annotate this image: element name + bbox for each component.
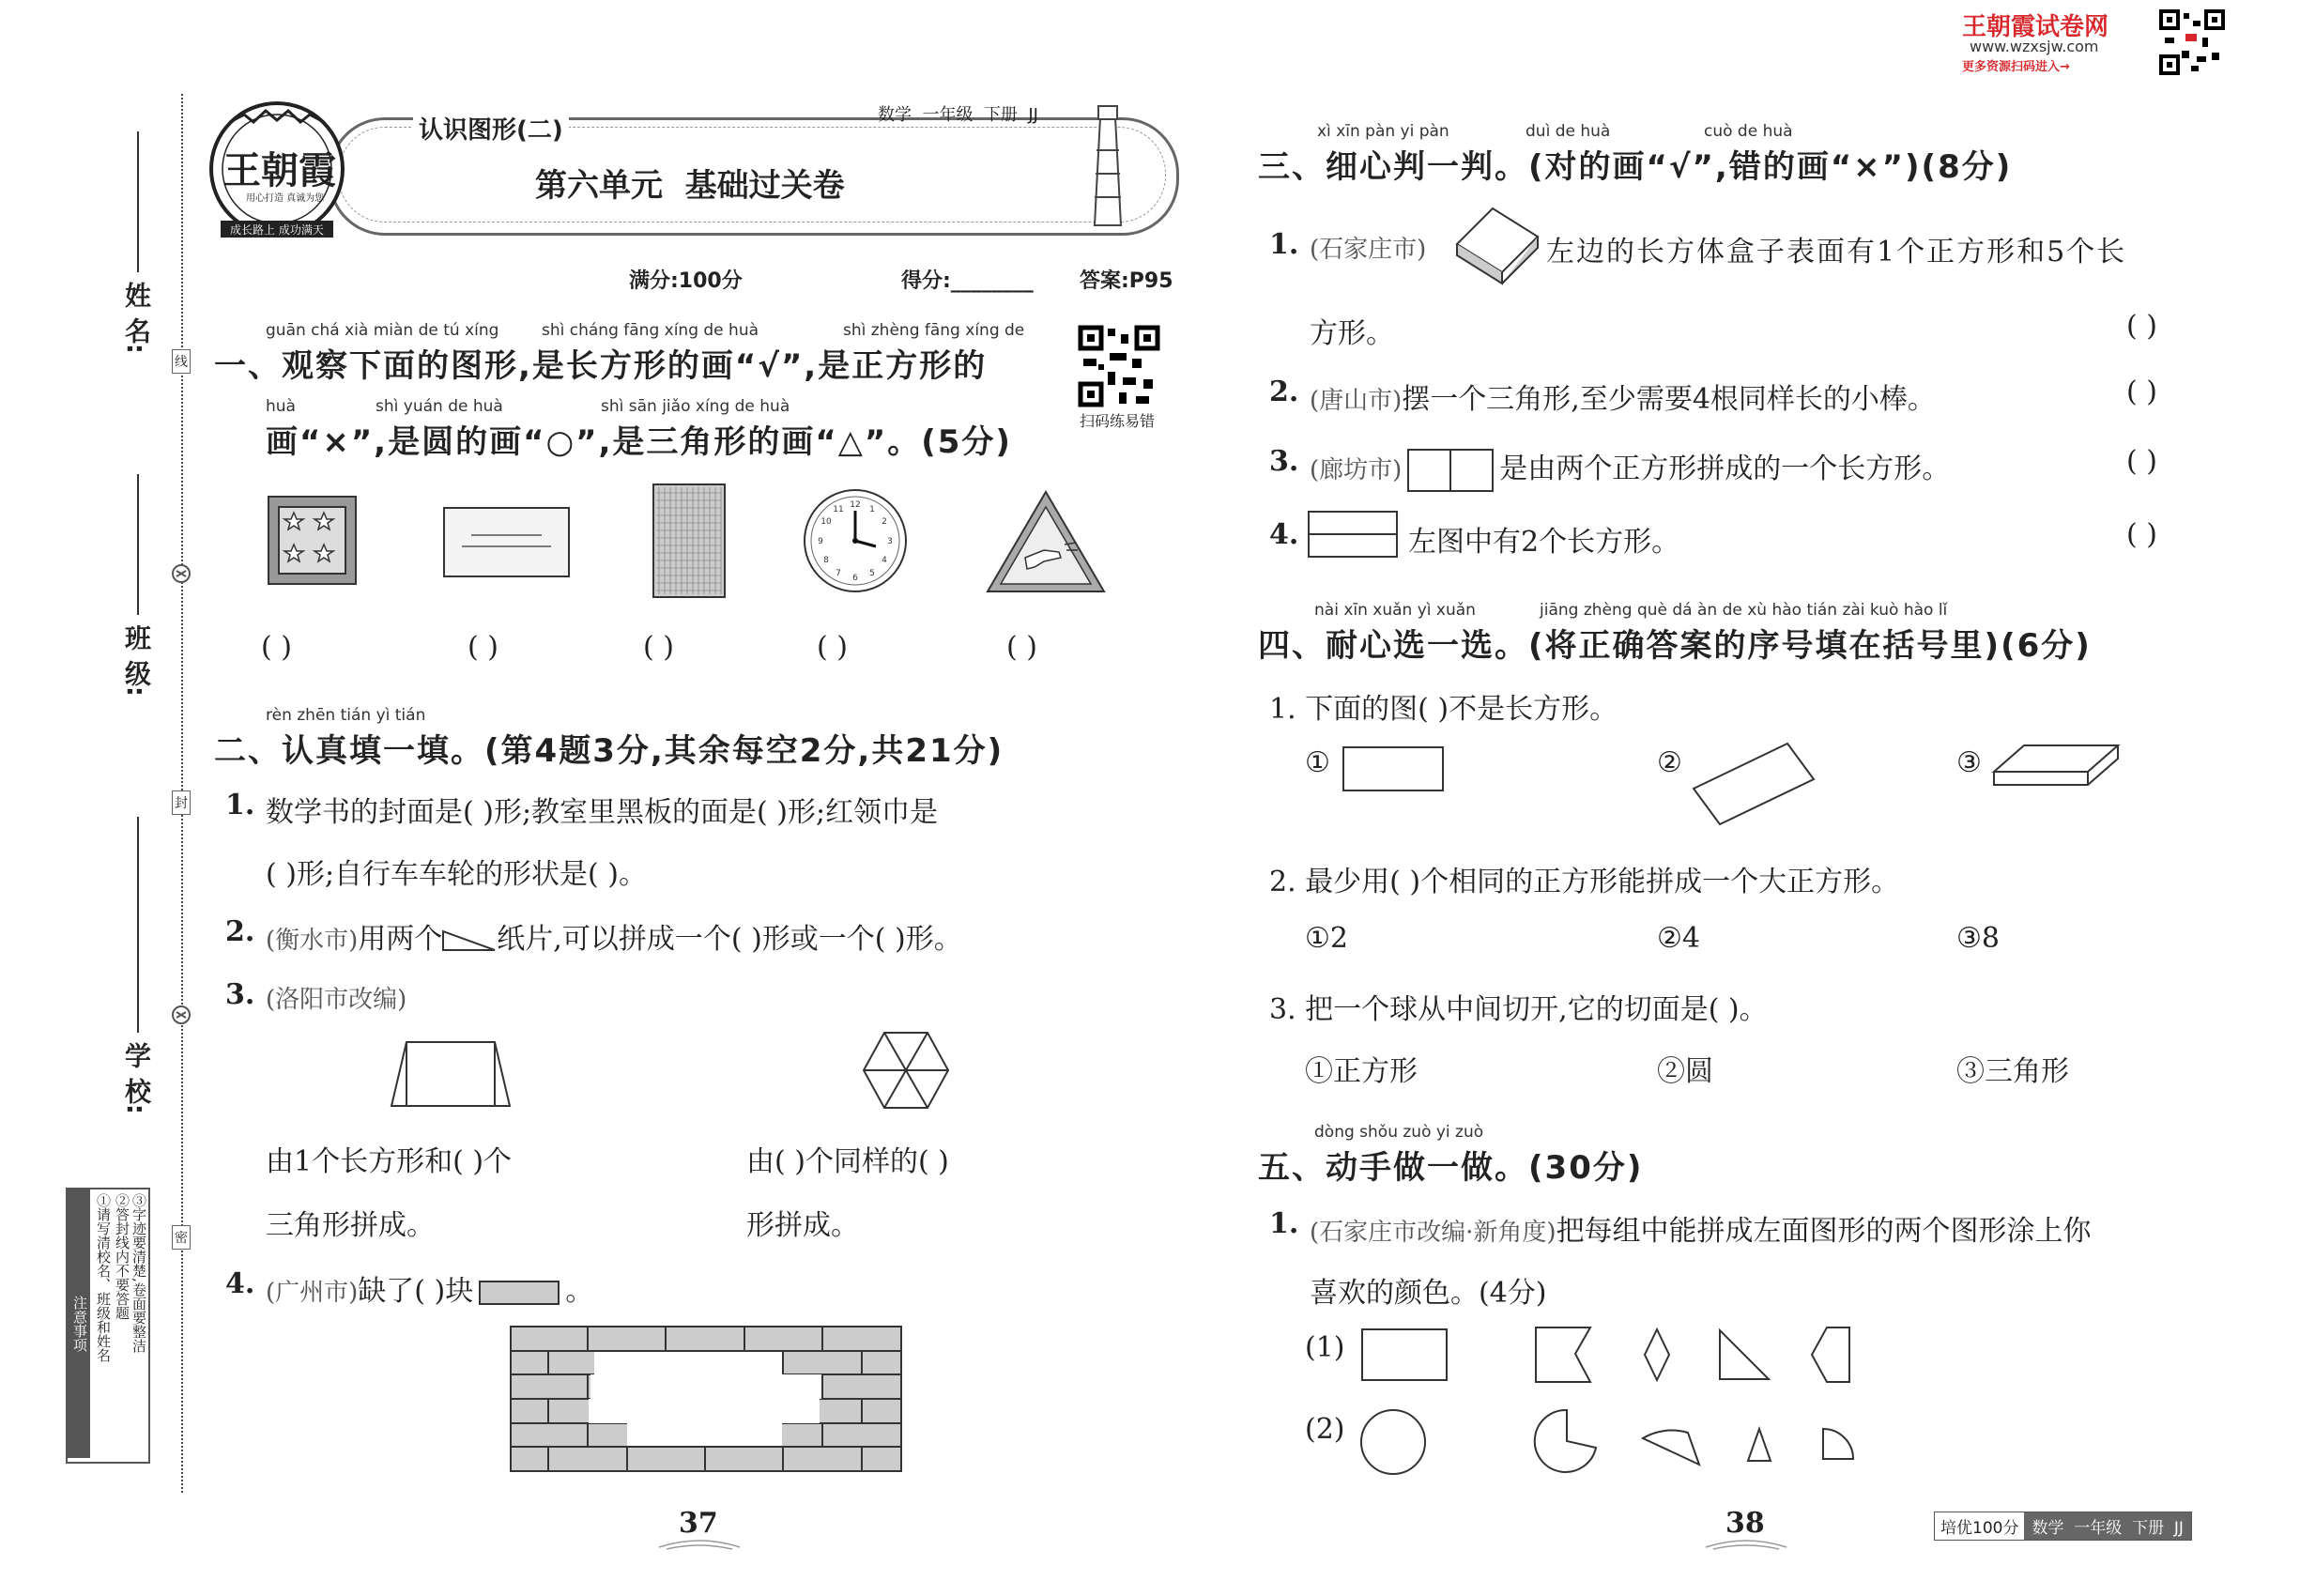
school-field[interactable] bbox=[137, 817, 139, 1033]
option-3[interactable]: ③三角形 bbox=[1956, 1055, 2069, 1088]
brick-wall-figure bbox=[510, 1326, 902, 1472]
svg-text:9: 9 bbox=[818, 537, 823, 546]
topic-label: 认识图形(二) bbox=[413, 111, 569, 146]
section1-heading: 一、观察下面的图形,是长方形的画“√”,是正方形的 bbox=[214, 347, 988, 385]
triangle-sign-figure bbox=[986, 490, 1106, 593]
q3-right-text: 由( )个同样的( ) bbox=[746, 1145, 949, 1178]
watermark-qr-icon bbox=[2159, 9, 2225, 75]
option-3[interactable]: ③ bbox=[1956, 746, 1982, 779]
answer-blank[interactable]: ( ) bbox=[817, 631, 848, 664]
tilted-rectangle-option-figure bbox=[1690, 742, 1817, 826]
qr-caption: 扫码练易错 bbox=[1080, 412, 1156, 430]
lighthouse-icon bbox=[1080, 99, 1136, 230]
section5-heading: 五、动手做一做。(30分) bbox=[1258, 1149, 1644, 1187]
hexagon-figure bbox=[862, 1031, 950, 1110]
pentagon-notch-piece[interactable] bbox=[1534, 1326, 1598, 1384]
full-score: 满分:100分 bbox=[629, 269, 743, 293]
school-label: 学 校: bbox=[121, 1042, 152, 1114]
section2-heading: 二、认真填一填。(第4题3分,其余每空2分,共21分) bbox=[214, 732, 1004, 770]
task-body: 把每组中能拼成左面图形的两个图形涂上你 bbox=[1556, 1215, 2092, 1248]
cuboid-box-figure bbox=[1455, 205, 1540, 276]
watermark-url: www.wzxsjw.com bbox=[1970, 38, 2099, 55]
watermark-brand: 王朝霞试卷网 bbox=[1962, 13, 2109, 41]
question-number: 1. bbox=[225, 789, 255, 821]
grid-rectangle-figure bbox=[652, 483, 726, 598]
page-ornament bbox=[657, 1538, 742, 1551]
answer-blank[interactable]: ( ) bbox=[261, 631, 292, 664]
q3-left-text-cont: 三角形拼成。 bbox=[266, 1209, 435, 1242]
answer-ref: 答案:P95 bbox=[1080, 269, 1173, 293]
footer-badge-book: 数学 一年级 下册 JJ bbox=[2024, 1512, 2190, 1540]
rectangle-option-figure bbox=[1342, 746, 1444, 791]
book-meta: 数学 一年级 下册 JJ bbox=[878, 105, 1038, 125]
judge-text bbox=[1310, 445, 1950, 492]
note-item: ③字迹要清楚,卷面要整洁 bbox=[130, 1193, 147, 1353]
svg-text:6: 6 bbox=[852, 574, 858, 583]
q2-text-b: 纸片,可以拼成一个( )形或一个( )形。 bbox=[497, 923, 962, 956]
svg-text:10: 10 bbox=[820, 517, 832, 527]
question-number: 1. bbox=[1269, 1207, 1299, 1240]
q4-text bbox=[266, 1267, 593, 1309]
option-1[interactable]: ① bbox=[1305, 746, 1330, 779]
judge-answer-blank[interactable]: ( ) bbox=[2126, 376, 2157, 408]
pinyin: shì zhèng fāng xíng de bbox=[843, 321, 1025, 340]
two-squares-figure bbox=[1407, 449, 1494, 492]
question-number: 4. bbox=[1269, 518, 1299, 551]
answer-blank[interactable]: ( ) bbox=[468, 631, 498, 664]
brick-icon bbox=[479, 1281, 560, 1305]
page-ornament bbox=[1704, 1538, 1788, 1551]
name-label: 姓 名: bbox=[121, 282, 152, 354]
option-1[interactable]: ①正方形 bbox=[1305, 1055, 1418, 1088]
rhombus-piece[interactable] bbox=[1643, 1327, 1671, 1382]
qr-code-icon[interactable] bbox=[1078, 325, 1160, 407]
right-triangle-icon bbox=[442, 929, 497, 952]
option-3[interactable]: ③8 bbox=[1956, 922, 2000, 955]
rectangle-figure bbox=[443, 507, 570, 577]
choice-q1: 1. 下面的图( )不是长方形。 bbox=[1269, 693, 1618, 726]
page-title: 第六单元 基础过关卷 bbox=[535, 167, 845, 205]
judge-text: 左边的长方体盒子表面有1个正方形和5个长 bbox=[1546, 236, 2127, 269]
task-text bbox=[1310, 1207, 2092, 1249]
svg-text:11: 11 bbox=[833, 505, 844, 514]
logo-text: 王朝霞 bbox=[223, 148, 336, 192]
logo-slogan: 用心打造 真诚为您 bbox=[246, 193, 325, 204]
judge-body: 是由两个正方形拼成的一个长方形。 bbox=[1499, 453, 1951, 485]
q2-text bbox=[266, 915, 962, 957]
q4-text-b: 。 bbox=[565, 1275, 594, 1308]
pinyin: xì xīn pàn yi pàn bbox=[1317, 122, 1449, 141]
source-tag: (石家庄市改编·新角度) bbox=[1310, 1219, 1556, 1247]
question-number: 3. bbox=[1269, 445, 1299, 478]
notes-box bbox=[66, 1188, 150, 1464]
svg-text:12: 12 bbox=[850, 500, 861, 510]
svg-text:4: 4 bbox=[882, 556, 887, 565]
q1-text: 数学书的封面是( )形;教室里黑板的面是( )形;红领巾是 bbox=[266, 796, 939, 829]
source-tag: (唐山市) bbox=[1310, 387, 1403, 415]
svg-text:2: 2 bbox=[882, 517, 887, 527]
clock-figure bbox=[803, 488, 908, 593]
judge-answer-blank[interactable]: ( ) bbox=[2126, 518, 2157, 551]
pinyin: shì cháng fāng xíng de huà bbox=[542, 321, 759, 340]
judge-text-cont: 方形。 bbox=[1310, 317, 1394, 350]
judge-answer-blank[interactable]: ( ) bbox=[2126, 445, 2157, 478]
trapezoid-notch-piece[interactable] bbox=[1810, 1326, 1851, 1384]
cut-mark-feng: 封 bbox=[172, 790, 191, 815]
task-text-cont: 喜欢的颜色。(4分) bbox=[1310, 1277, 1547, 1310]
pinyin: duì de huà bbox=[1526, 122, 1611, 141]
page-number-left: 37 bbox=[679, 1507, 718, 1540]
note-item: ②答封线内不要答题 bbox=[114, 1193, 130, 1320]
row-label: (2) bbox=[1305, 1413, 1345, 1446]
cut-mark-xian: 线 bbox=[172, 349, 191, 374]
pinyin: shì sān jiǎo xíng de huà bbox=[601, 397, 790, 416]
cut-mark-mi: 密 bbox=[172, 1225, 191, 1250]
option-2[interactable]: ② bbox=[1657, 746, 1682, 779]
question-number: 1. bbox=[1269, 228, 1299, 261]
option-1[interactable]: ①2 bbox=[1305, 922, 1348, 955]
watermark-note: 更多资源扫码进入→ bbox=[1962, 60, 2070, 74]
q3-right-text-cont: 形拼成。 bbox=[746, 1209, 859, 1242]
logo-ribbon: 成长路上 成功满天 bbox=[230, 223, 324, 237]
pacman-piece[interactable] bbox=[1534, 1408, 1600, 1474]
judge-text bbox=[1310, 376, 1936, 417]
option-2[interactable]: ②圆 bbox=[1657, 1055, 1713, 1088]
pinyin: dòng shǒu zuò yi zuò bbox=[1314, 1123, 1484, 1142]
judge-answer-blank[interactable]: ( ) bbox=[2126, 310, 2157, 343]
class-label: 班 级: bbox=[121, 624, 152, 697]
notes-title: 注意事项 bbox=[68, 1189, 90, 1458]
svg-text:3: 3 bbox=[887, 537, 893, 546]
scissors-icon bbox=[171, 563, 192, 584]
q4-text-a: 缺了( )块 bbox=[358, 1275, 474, 1308]
question-number: 2. bbox=[1269, 376, 1299, 408]
question-number: 2. bbox=[225, 915, 255, 948]
scissors-icon bbox=[171, 1005, 192, 1025]
source-tag: (洛阳市改编) bbox=[266, 986, 407, 1014]
choice-q3: 3. 把一个球从中间切开,它的切面是( )。 bbox=[1269, 993, 1768, 1026]
pinyin: jiāng zhèng què dá àn de xù hào tián zài kuò hào lǐ bbox=[1540, 601, 1948, 620]
judge-body: 摆一个三角形,至少需要4根同样长的小棒。 bbox=[1402, 383, 1936, 416]
section3-heading: 三、细心判一判。(对的画“√”,错的画“×”)(8分) bbox=[1258, 148, 2013, 186]
question-number: 4. bbox=[225, 1267, 255, 1300]
question-number: 3. bbox=[225, 978, 255, 1011]
pinyin: rèn zhēn tián yì tián bbox=[266, 706, 426, 725]
target-rectangle-figure bbox=[1361, 1328, 1448, 1381]
q3-left-text: 由1个长方形和( )个 bbox=[266, 1145, 513, 1178]
footer-badge-series: 培优100分 bbox=[1935, 1512, 2024, 1540]
svg-text:7: 7 bbox=[836, 569, 841, 578]
row-label: (1) bbox=[1305, 1331, 1345, 1364]
svg-text:1: 1 bbox=[869, 505, 875, 514]
svg-text:8: 8 bbox=[823, 556, 829, 565]
source-tag: (广州市) bbox=[266, 1279, 359, 1307]
split-rectangle-figure bbox=[1308, 511, 1398, 558]
target-circle-figure bbox=[1359, 1408, 1427, 1476]
pinyin: cuò de huà bbox=[1704, 122, 1793, 141]
cuboid-option-figure bbox=[1992, 742, 2120, 789]
judge-text: 左图中有2个长方形。 bbox=[1408, 526, 1680, 559]
score-field[interactable]: 得分:________ bbox=[901, 269, 1034, 293]
trapezoid-figure bbox=[390, 1040, 512, 1108]
sector-piece[interactable] bbox=[1641, 1429, 1701, 1466]
svg-text:5: 5 bbox=[869, 569, 875, 578]
small-triangle-piece[interactable] bbox=[1746, 1427, 1772, 1463]
note-item: ①请写清校名、班级和姓名 bbox=[95, 1193, 112, 1362]
source-tag: (廊坊市) bbox=[1310, 456, 1403, 484]
square-star-figure bbox=[268, 496, 357, 585]
source-tag: (衡水市) bbox=[266, 927, 359, 955]
pinyin: guān chá xià miàn de tú xíng bbox=[266, 321, 499, 340]
right-triangle-piece[interactable] bbox=[1718, 1328, 1771, 1381]
pinyin: shì yuán de huà bbox=[376, 397, 503, 416]
answer-blank[interactable]: ( ) bbox=[643, 631, 674, 664]
choice-q2: 2. 最少用( )个相同的正方形能拼成一个大正方形。 bbox=[1269, 866, 1900, 898]
answer-blank[interactable]: ( ) bbox=[1006, 631, 1037, 664]
source-tag: (石家庄市) bbox=[1310, 236, 1427, 264]
quarter-sector-piece[interactable] bbox=[1821, 1427, 1855, 1461]
section4-heading: 四、耐心选一选。(将正确答案的序号填在括号里)(6分) bbox=[1258, 627, 2092, 665]
footer-badge bbox=[1934, 1512, 2192, 1541]
option-2[interactable]: ②4 bbox=[1657, 922, 1700, 955]
section1-heading-cont: 画“×”,是圆的画“○”,是三角形的画“△”。(5分) bbox=[266, 423, 1012, 461]
pinyin: nài xīn xuǎn yì xuǎn bbox=[1314, 601, 1476, 620]
name-field[interactable] bbox=[137, 131, 139, 272]
class-field[interactable] bbox=[137, 474, 139, 615]
pinyin: huà bbox=[266, 397, 296, 416]
page-number-right: 38 bbox=[1725, 1507, 1765, 1540]
q1-text-cont: ( )形;自行车车轮的形状是( )。 bbox=[266, 858, 647, 891]
q2-text-a: 用两个 bbox=[358, 923, 443, 956]
